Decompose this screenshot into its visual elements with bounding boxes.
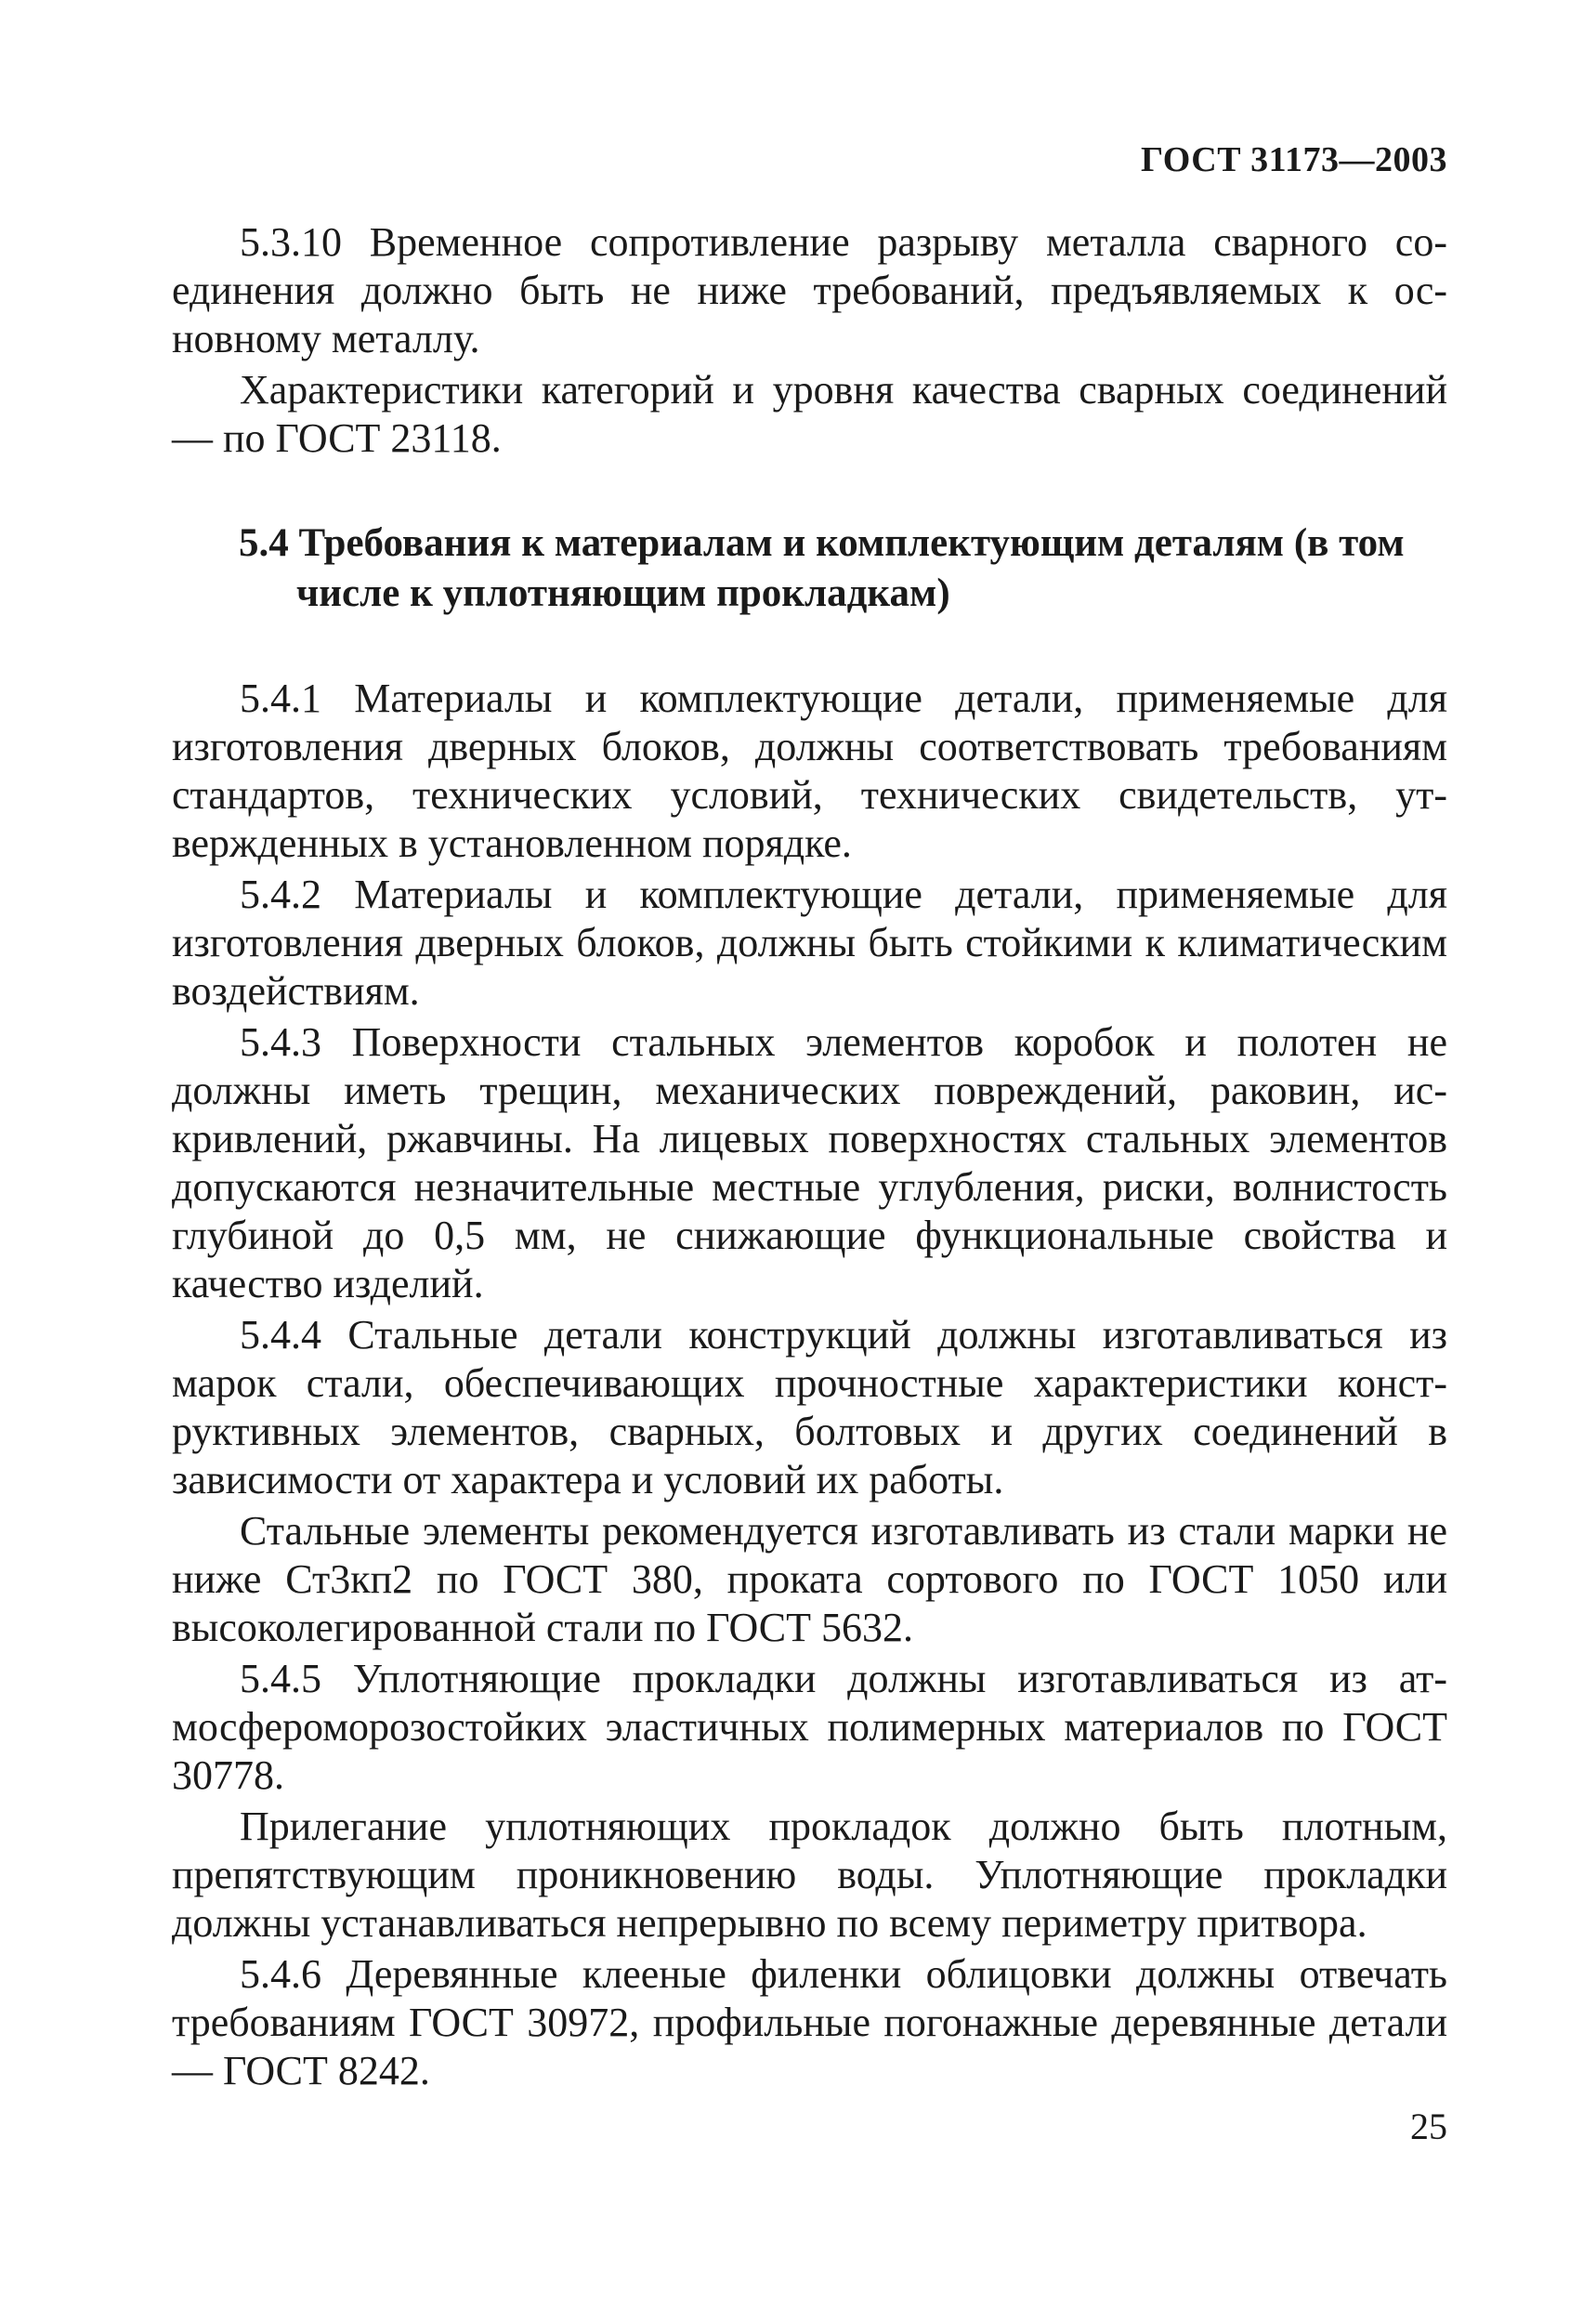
paragraph-5-4-5-continued: Прилегание уплотняющих прокладок должно быть плотным, препятствующим проникновению воды. Уплотняющие прокладки должны устанавливаться непрерывно по всему периметру притвора. <box>172 1804 1447 1946</box>
paragraph-5-4-4: 5.4.4 Стальные детали конструкций должны изготавливаться из марок стали, обеспечивающих прочностные характеристики конструктивных элементов, сварных, болтовых и других соединений в зависимости от характера и условий их работы. <box>172 1312 1447 1502</box>
paragraph-5-4-4-continued: Стальные элементы рекомендуется изготавливать из стали марки не ниже Ст3кп2 по ГОСТ 380, проката сортового по ГОСТ 1050 или высоколегированной стали по ГОСТ 5632. <box>172 1508 1447 1650</box>
page-header-standard: ГОСТ 31173—2003 <box>1141 140 1447 179</box>
paragraph-5-4-6: 5.4.6 Деревянные клееные филенки облицовки должны отвечать требованиям ГОСТ 30972, профильные погонажные деревянные детали — ГОСТ 8242. <box>172 1951 1447 2093</box>
paragraph-5-4-5: 5.4.5 Уплотняющие прокладки должны изготавливаться из атмосфероморозостойких эластичных полимерных материалов по ГОСТ 30778. <box>172 1656 1447 1798</box>
section-title-5-4: 5.4 Требования к материалам и комплектующим деталям (в том числе к уплотняющим прокладкам) <box>239 521 1405 615</box>
paragraph-5-4-1: 5.4.1 Материалы и комплектующие детали, применяемые для изготовления дверных блоков, должны соответствовать требованиям стандартов, технических условий, технических свидетельств, утвержденных в установленном порядке. <box>172 676 1447 866</box>
paragraph-5-4-3: 5.4.3 Поверхности стальных элементов коробок и полотен не должны иметь трещин, механических повреждений, раковин, искривлений, ржавчины. На лицевых поверхностях стальных элементов допускаются незначительные местные углубления, риски, волнистость глубиной до 0,5 мм, не снижающие функциональные свойства и качество изделий. <box>172 1019 1447 1306</box>
paragraph-5-3-10: 5.3.10 Временное сопротивление разрыву металла сварного соединения должно быть не ниже требований, предъявляемых к основному металлу. <box>172 219 1447 361</box>
paragraph-5-4-2: 5.4.2 Материалы и комплектующие детали, применяемые для изготовления дверных блоков, должны быть стойкими к климатическим воздействиям. <box>172 872 1447 1014</box>
page-number: 25 <box>1410 2106 1447 2147</box>
paragraph-5-3-10-continued: Характеристики категорий и уровня качества сварных соединений — по ГОСТ 23118. <box>172 367 1447 461</box>
document-body <box>172 218 1447 2098</box>
